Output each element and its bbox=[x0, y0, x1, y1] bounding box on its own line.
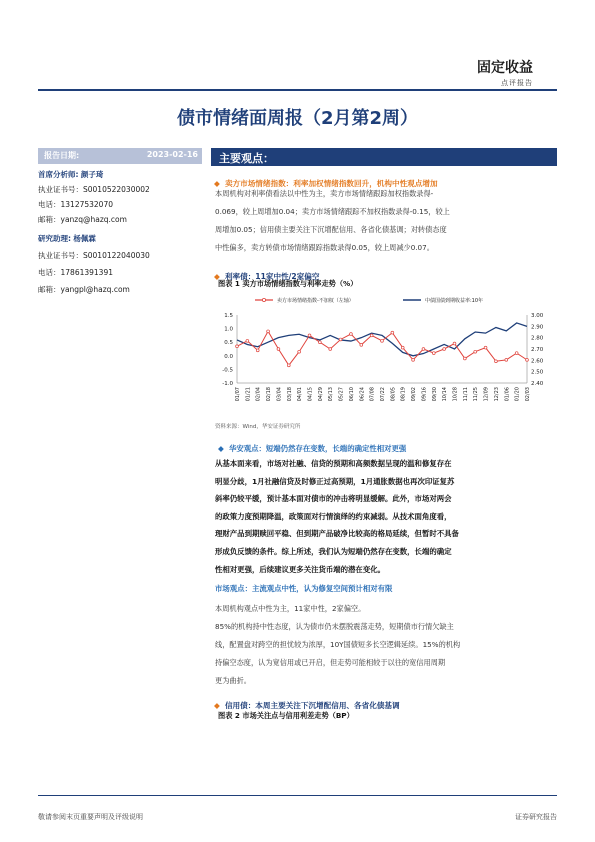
data-point-sentiment bbox=[287, 364, 290, 367]
data-point-sentiment bbox=[453, 342, 456, 345]
paragraph-line: 本周机构对利率债看法以中性为主，卖方市场情绪跟踪加权指数录得- bbox=[215, 189, 434, 198]
x-axis-tick: 06/24 bbox=[359, 387, 366, 402]
x-axis-tick: 05/27 bbox=[338, 387, 345, 402]
data-point-sentiment bbox=[308, 334, 311, 337]
series-line-sentiment bbox=[237, 331, 527, 365]
legend-marker-sentiment bbox=[262, 298, 265, 301]
bullet-credit-title: 信用债：本周主要关注下沉增配信用、各省化债基调 bbox=[224, 701, 400, 710]
x-axis-tick: 09/02 bbox=[411, 387, 418, 402]
x-axis-tick: 12/23 bbox=[493, 387, 500, 402]
x-axis-tick: 08/05 bbox=[390, 387, 397, 402]
chart-svg bbox=[215, 291, 552, 413]
x-axis-tick: 04/01 bbox=[297, 387, 304, 402]
data-point-sentiment bbox=[350, 333, 353, 336]
right-axis-tick: 2.40 bbox=[531, 381, 544, 387]
data-point-sentiment bbox=[474, 350, 477, 353]
paragraph-line: 明显分歧，1月社融信贷及时修正过高预期，1月通胀数据也再次印证复苏 bbox=[215, 476, 455, 486]
x-axis-tick: 11/25 bbox=[473, 387, 480, 402]
huaan-view-title: 华安观点：短端仍然存在变数，长端的确定性相对更强 bbox=[228, 444, 407, 453]
data-point-sentiment bbox=[515, 352, 518, 355]
market-view-title: 市场观点：主流观点中性，认为修复空间预计相对有限 bbox=[215, 584, 393, 593]
page-title: 债市情绪面周报（2月第2周） bbox=[176, 108, 419, 129]
data-point-sentiment bbox=[360, 344, 363, 347]
data-point-sentiment bbox=[370, 334, 373, 337]
data-point-sentiment bbox=[463, 357, 466, 360]
data-point-sentiment bbox=[277, 348, 280, 351]
diamond-bullet-icon: ◆ bbox=[214, 272, 220, 281]
figure-1-title: 图表 1 卖方市场情绪指数与利率走势（%） bbox=[218, 279, 358, 288]
x-axis-tick: 05/13 bbox=[328, 387, 335, 402]
analyst-role: 首席分析师: bbox=[38, 170, 79, 179]
assistant-name: 杨佩霖 bbox=[73, 234, 96, 243]
data-point-sentiment bbox=[298, 350, 301, 353]
figure-source: 资料来源：Wind，华安证券研究所 bbox=[215, 424, 301, 430]
paragraph-line: 从基本面来看，市场对社融、信贷的预期和高频数据呈现的温和修复存在 bbox=[215, 459, 452, 468]
diamond-bullet-icon: ◆ bbox=[218, 444, 224, 453]
x-axis-tick: 07/22 bbox=[380, 387, 386, 402]
analyst-name: 颜子琦 bbox=[80, 170, 104, 179]
data-point-sentiment bbox=[495, 360, 498, 363]
analyst-email: 邮箱：yanzq@hazq.com bbox=[38, 215, 127, 224]
data-point-sentiment bbox=[329, 348, 332, 351]
data-point-sentiment bbox=[412, 358, 415, 361]
paragraph-line: 85%的机构持中性态度，认为债市仍未摆脱震荡走势，短期债市行情欠缺主 bbox=[215, 622, 454, 631]
sentiment-paragraph bbox=[215, 185, 555, 257]
x-axis-tick: 03/18 bbox=[286, 387, 293, 402]
bullet-sentiment-title: 卖方市场情绪指数：利率加权情绪指数回升，机构中性观点增加 bbox=[224, 179, 438, 188]
analyst-phone: 电话：13127532070 bbox=[38, 200, 113, 209]
legend-label-yield: 中债国债到期收益率:10年 bbox=[425, 298, 484, 304]
data-point-sentiment bbox=[256, 349, 259, 352]
left-axis-tick: -0.5 bbox=[222, 367, 233, 374]
report-date-bar bbox=[38, 148, 202, 164]
right-axis-tick: 2.90 bbox=[531, 324, 544, 331]
x-axis-tick: 11/11 bbox=[462, 387, 469, 402]
left-axis-tick: 0.5 bbox=[224, 340, 233, 347]
right-axis-tick: 2.80 bbox=[531, 335, 544, 342]
right-axis-tick: 2.50 bbox=[531, 369, 544, 376]
left-axis-tick: 0.0 bbox=[224, 353, 233, 360]
paragraph-line: 斜率仍较平缓，预计基本面对债市的冲击将明显缓解。此外，市场对两会 bbox=[215, 494, 452, 504]
x-axis-tick: 02/03 bbox=[525, 387, 531, 402]
left-axis-tick: -1.0 bbox=[222, 381, 233, 387]
paragraph-line: 形成负反馈的条件。综上所述，我们认为短端仍然存在变数，长端的确定 bbox=[215, 546, 452, 556]
x-axis-tick: 06/10 bbox=[348, 387, 355, 402]
data-point-sentiment bbox=[484, 346, 487, 349]
assistant-cert: 执业证书号：S0010122040030 bbox=[38, 251, 150, 260]
x-axis-tick: 01/06 bbox=[504, 387, 511, 402]
legend-label-sentiment: 卖方市场情绪指数-不加权（左轴） bbox=[277, 298, 354, 304]
paragraph-line: 持偏空态度，认为宽信用或已开启，但走势可能相较于以往的宽信用周期 bbox=[215, 658, 446, 667]
right-axis-tick: 2.70 bbox=[531, 347, 544, 353]
assistant-role: 研究助理: bbox=[38, 234, 71, 243]
analyst-cert: 执业证书号：S0010522030002 bbox=[38, 185, 150, 194]
paragraph-line: 性相对更强，后续建议更多关注货币端的潜在变化。 bbox=[215, 564, 385, 574]
assistant-phone: 电话：17861391391 bbox=[38, 268, 113, 277]
assistant-email: 邮箱：yangpl@hazq.com bbox=[38, 285, 130, 294]
data-point-sentiment bbox=[432, 352, 435, 355]
data-point-sentiment bbox=[246, 339, 249, 342]
header-rule bbox=[38, 89, 557, 91]
analyst-info bbox=[38, 169, 206, 319]
section-header bbox=[211, 148, 557, 166]
x-axis-tick: 01/07 bbox=[235, 387, 241, 402]
x-axis-tick: 01/20 bbox=[514, 387, 521, 402]
x-axis-tick: 10/14 bbox=[442, 387, 449, 402]
right-axis-tick: 3.00 bbox=[531, 313, 544, 319]
data-point-sentiment bbox=[236, 345, 239, 348]
bullet-credit bbox=[214, 693, 400, 712]
data-point-sentiment bbox=[422, 348, 425, 351]
footer-rule bbox=[38, 795, 557, 796]
market-view-paragraph bbox=[215, 600, 555, 690]
paragraph-line: 中性偏多，卖方转债市场情绪跟踪指数录得0.05，较上周减少0.07。 bbox=[215, 243, 434, 252]
data-point-sentiment bbox=[443, 348, 446, 351]
footer-report-label: 证券研究报告 bbox=[515, 813, 557, 821]
data-point-sentiment bbox=[401, 346, 404, 349]
x-axis-tick: 08/19 bbox=[400, 387, 407, 402]
huaan-view bbox=[218, 436, 406, 455]
x-axis-tick: 07/08 bbox=[369, 387, 376, 402]
figure-2-title: 图表 2 市场关注点与信用利差走势（BP） bbox=[218, 711, 354, 720]
data-point-sentiment bbox=[505, 358, 508, 361]
paragraph-line: 线，配置盘对跨空的担忧较为浓厚，10Y国债短多长空逻辑延续。15%的机构 bbox=[215, 640, 461, 649]
x-axis-tick: 09/30 bbox=[431, 387, 438, 402]
data-point-sentiment bbox=[339, 338, 342, 341]
x-axis-tick: 10/28 bbox=[452, 387, 459, 402]
footer-disclaimer: 敬请参阅末页重要声明及评级说明 bbox=[38, 813, 143, 821]
x-axis-tick: 03/04 bbox=[276, 387, 283, 402]
data-point-sentiment bbox=[391, 331, 394, 334]
paragraph-line: 本周机构观点中性为主，11家中性，2家偏空。 bbox=[215, 604, 366, 613]
paragraph-line: 更为曲折。 bbox=[215, 676, 251, 685]
brand-title: 固定收益 bbox=[477, 60, 533, 76]
x-axis-tick: 01/21 bbox=[245, 387, 252, 402]
report-date-value: 2023-02-16 bbox=[146, 150, 198, 159]
paragraph-line: 的政策力度预期降温，政策面对行情演绎的约束减弱。从技术面角度看， bbox=[215, 511, 452, 521]
huaan-view-paragraph bbox=[215, 455, 555, 578]
paragraph-line: 理财产品到期赎回平稳、但到期产品破净比较高的格局延续，但暂时不具备 bbox=[215, 529, 459, 539]
x-axis-tick: 02/04 bbox=[255, 387, 262, 402]
x-axis-tick: 02/18 bbox=[266, 387, 273, 402]
data-point-sentiment bbox=[381, 339, 384, 342]
data-point-sentiment bbox=[267, 330, 270, 333]
right-axis-tick: 2.60 bbox=[531, 358, 544, 365]
x-axis-tick: 09/16 bbox=[421, 387, 428, 402]
diamond-bullet-icon: ◆ bbox=[214, 701, 220, 710]
report-date-label: 报告日期: bbox=[44, 151, 80, 160]
x-axis-tick: 04/15 bbox=[307, 387, 314, 402]
left-axis-tick: 1.0 bbox=[224, 326, 233, 333]
paragraph-line: 周增加0.05；信用债主要关注下沉增配信用、各省化债基调；对转债态度 bbox=[215, 225, 447, 234]
report-type: 点评报告 bbox=[501, 79, 533, 87]
x-axis-tick: 04/29 bbox=[317, 387, 324, 402]
paragraph-line: 0.069，较上周增加0.04；卖方市场情绪跟踪不加权指数录得-0.15，较上 bbox=[215, 207, 450, 216]
bullet-rates-title: 利率债：11家中性/2家偏空 bbox=[224, 272, 320, 281]
data-point-sentiment bbox=[526, 358, 529, 361]
sentiment-rate-chart bbox=[215, 291, 552, 413]
section-title: 主要观点： bbox=[219, 152, 274, 165]
left-axis-tick: 1.5 bbox=[224, 313, 233, 319]
x-axis-tick: 12/09 bbox=[483, 387, 490, 402]
data-point-sentiment bbox=[318, 341, 321, 344]
diamond-bullet-icon: ◆ bbox=[214, 179, 220, 188]
